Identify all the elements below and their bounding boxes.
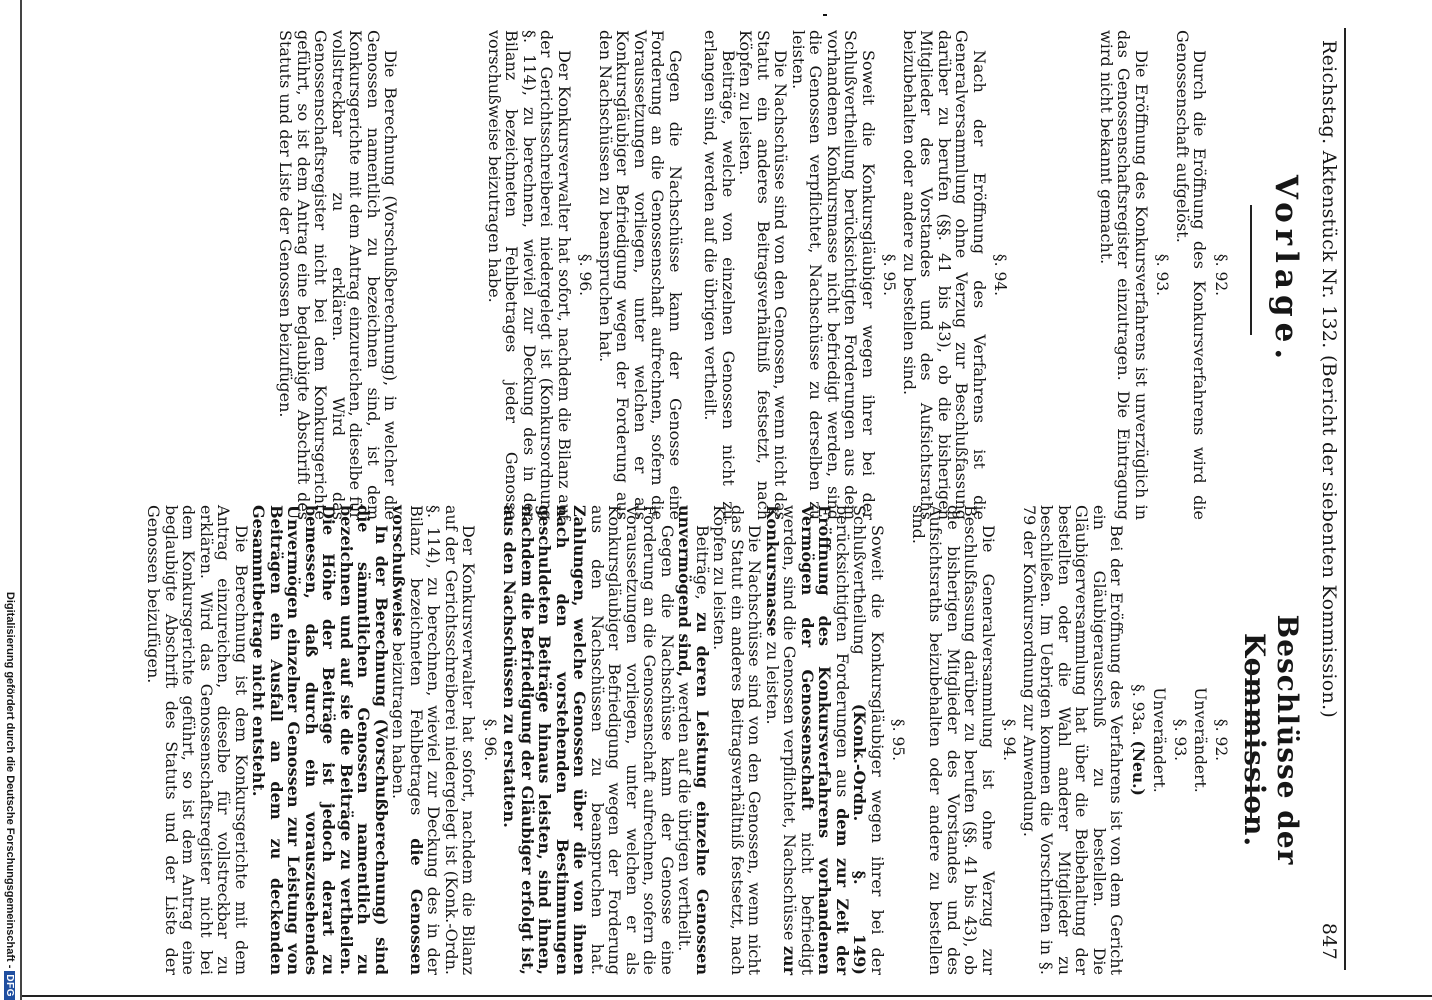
- page-number: 847: [1318, 922, 1340, 960]
- text-run: Der Konkursverwalter hat sofort, nachdem die Bilanz auf der Gerichtsschreiberei niedergelegt ist (Konk.-Ordn. §. 114), zu berechnen, wieviel zur Deckung des in der Bilanz bezeichneten Fehlbetrages: [407, 505, 479, 975]
- section-93a-number: §. 93a.: [1129, 684, 1147, 736]
- bold-run: die Genossen vorschußweise: [389, 505, 426, 975]
- bold-run: (Konk.-Ordn. §. 149): [850, 703, 870, 975]
- bold-run: In der Berechnung (Vorschußberechnung) sind die sämmtlichen Genossen namentlich zu bezeichnen und auf sie die Beiträge zu vertheilen. Die Höhe der Beiträge ist jedoch derart zu bemessen, daß durch ein vorauszusehendes Unvermögen einzelner Genossen zur Leistung von Beiträgen ein Ausfall an dem zu deckenden Gesammtbetrage nicht entsteht.: [249, 505, 391, 975]
- dfg-logo: DFG: [4, 971, 15, 1000]
- text-run: Soweit die Konkursgläubiger wegen ihrer bei der Schlußvertheilung: [850, 505, 887, 975]
- section-94-text: Nach der Eröffnung des Verfahrens ist die Generalversammlung ohne Verzug zur Beschlußfassung darüber zu berufen (§§. 41 bis 43), ob die bisherigen Mitglieder des Vorstandes und des Aufsichtsraths beizubehalten oder andere zu bestellen sind.: [900, 30, 989, 520]
- section-96-heading: §. 96.: [481, 718, 499, 762]
- section-93a-heading: [1129, 505, 1148, 975]
- section-93-text: Die Eröffnung des Konkursverfahrens ist unverzüglich in das Genossenschaftsregister einzutragen. Die Eintragung wird nicht bekannt gemacht.: [1097, 30, 1151, 520]
- section-95-para-3: [676, 505, 711, 975]
- kommission-column: [145, 505, 1232, 975]
- left-title-rule: [1250, 205, 1252, 335]
- text-run: werden auf die übrigen vertheilt.: [675, 677, 695, 952]
- stray-mark: [823, 14, 827, 16]
- section-95-heading: §. 95.: [889, 718, 908, 762]
- section-94-text: Die Generalversammlung ist ohne Verzug zur Beschlußfassung darüber zu berufen (§§. 41 bis 43), ob die bisherigen Mitglieder des Vorstandes und des Aufsichtsraths beizubehalten oder andere zu bestellen sind.: [909, 505, 998, 975]
- section-96-para-2: Die Berechnung (Vorschußberechnung), in welcher die Genossen namentlich zu bezeichnen sind, ist dem Konkursgerichte mit dem Antrag einzureichen, dieselbe für vollstreckbar zu erklären. Wird das Genossenschaftsregister nicht bei dem Konkursgerichte geführt, so ist dem Antrag eine beglaubigte Abschrift des Statuts und der Liste der Genossen beizufügen.: [276, 30, 401, 520]
- section-95-para-3: Beiträge, welche von einzelnen Genossen nicht zu erlangen sind, werden auf die übrigen vertheilt.: [701, 30, 738, 520]
- section-95-para-1: Soweit die Konkursgläubiger wegen ihrer bei der Schlußvertheilung berücksichtigten Forderungen aus dem vorhandenen Konkursmasse nicht befriedigt werden, sind die Genossen verpflichtet, Nachschüsse zu derselben zu leisten.: [789, 30, 878, 520]
- credit-text: Digitalisierung gefördert durch die Deutsche Forschungsgemeinschaft -: [4, 591, 16, 969]
- section-94-heading: §. 94.: [1000, 718, 1019, 762]
- section-95-para-1: [764, 505, 887, 975]
- section-92-unchanged: Unverändert.: [1191, 687, 1210, 793]
- bold-run: zu deren Leistung einzelne Genossen unvermögend sind,: [675, 505, 712, 975]
- section-92-heading: §. 92.: [1212, 253, 1230, 297]
- sheet-edge: [20, 0, 22, 1000]
- section-93-unchanged: Unverändert.: [1150, 687, 1169, 793]
- text-run: nicht befriedigt werden, sind die Genossen verpflichtet, Nachschüsse: [780, 505, 817, 975]
- section-95-para-2: Die Nachschüsse sind von den Genossen, wenn nicht das Statut ein anderes Beitragsverhältniß festsetzt, nach Köpfen zu leisten.: [736, 30, 791, 520]
- scan-border: [20, 995, 1432, 997]
- text-run: Gegen die Nachschüsse kann der Genosse eine Forderung an die Genossenschaft aufrechnen, sofern die Voraussetzungen vorliegen, unter welchen er als Konkursgläubiger Befriedigung wegen der Forderung aus den Nachschüssen zu beanspruchen hat.: [588, 505, 677, 975]
- header-title: Reichstag. Aktenstück Nr. 132. (Bericht der siebenten Kommission.): [1318, 40, 1340, 719]
- right-column-title: Beschlüsse der Kommission.: [1238, 614, 1304, 866]
- section-95-para-4: Gegen die Nachschüsse kann der Genosse eine Forderung an die Genossenschaft aufrechnen, sofern die Voraussetzungen vorliegen, unter welchen er als Konkursgläubiger Befriedigung wegen der Forderung aus den Nachschüssen zu beanspruchen hat.: [596, 30, 685, 520]
- left-column-title: Vorlage.: [1268, 174, 1304, 366]
- section-95-heading: §. 95.: [880, 253, 899, 297]
- section-96-para-1: Der Konkursverwalter hat sofort, nachdem die Bilanz auf der Gerichtsschreiberei niedergelegt ist (Konkursordnung §. 114), zu berechnen, wieviel zur Deckung des in der Bilanz bezeichneten Fehlbetrages jeder Genosse vorschußweise beizutragen habe.: [485, 30, 574, 520]
- right-title-rule: [1250, 660, 1252, 820]
- section-95-para-4: [501, 505, 676, 975]
- section-93a-text: Bei der Eröffnung des Verfahrens ist von dem Gericht ein Gläubigerausschuß zu bestellen. Die Gläubigerversammlung hat über die Beibehaltung der bestellten oder die Wahl anderer Mitglieder zu beschließen. Im Uebrigen kommen die Vorschriften in §. 79 der Konkursordnung zur Anwendung.: [1020, 505, 1127, 975]
- text-run: berücksichtigten Forderungen aus: [833, 505, 852, 809]
- text-run: Beiträge,: [693, 525, 712, 613]
- section-96-heading: §. 96.: [576, 253, 595, 297]
- section-96-para-3: Die Berechnung ist dem Konkursgerichte mit dem Antrag einzureichen, dieselbe für vollstreckbar zu erklären. Wird das Genossenschaftsregister nicht bei dem Konkursgerichte geführt, so ist dem Antrag eine beglaubigte Abschrift des Statuts und der Liste der Genossen beizufügen.: [144, 505, 251, 975]
- vorlage-column: [277, 30, 1232, 520]
- section-93-heading: §. 93.: [1171, 718, 1189, 762]
- section-96-para-1: [390, 505, 478, 975]
- new-marker: (Neu.): [1129, 740, 1148, 796]
- text-run: beizutragen haben.: [389, 636, 409, 800]
- section-94-heading: §. 94.: [991, 253, 1010, 297]
- section-93-heading: §. 93.: [1153, 253, 1172, 297]
- section-92-text: Durch die Eröffnung des Konkursverfahrens wird die Genossenschaft aufgelöst.: [1173, 30, 1210, 520]
- header-rule: [1344, 28, 1346, 970]
- running-head: [1314, 40, 1340, 960]
- section-96-para-2: [250, 505, 390, 975]
- bold-run: Zahlungen, welche Genossen über die von ihnen nach den vorstehenden Bestimmungen geschuldeten Beiträge hinaus leisten, sind ihnen, nachdem die Befriedigung der Gläubiger erfolgt ist, aus den Nachschüssen zu erstatten.: [500, 505, 590, 975]
- section-92-heading: §. 92.: [1212, 718, 1230, 762]
- bold-run: zur Konkursmasse: [763, 505, 800, 975]
- section-95-para-2: Die Nachschüsse sind von den Genossen, wenn nicht das Statut ein anderes Beitragsverhältniß festsetzt, nach Köpfen zu leisten.: [710, 505, 765, 975]
- bold-run: dem zur Zeit der Eröffnung des Konkursverfahrens vorhandenen Vermögen der Genossenschaft: [798, 505, 852, 976]
- text-run: zu leisten.: [763, 636, 782, 725]
- digitization-credit: [0, 0, 16, 1000]
